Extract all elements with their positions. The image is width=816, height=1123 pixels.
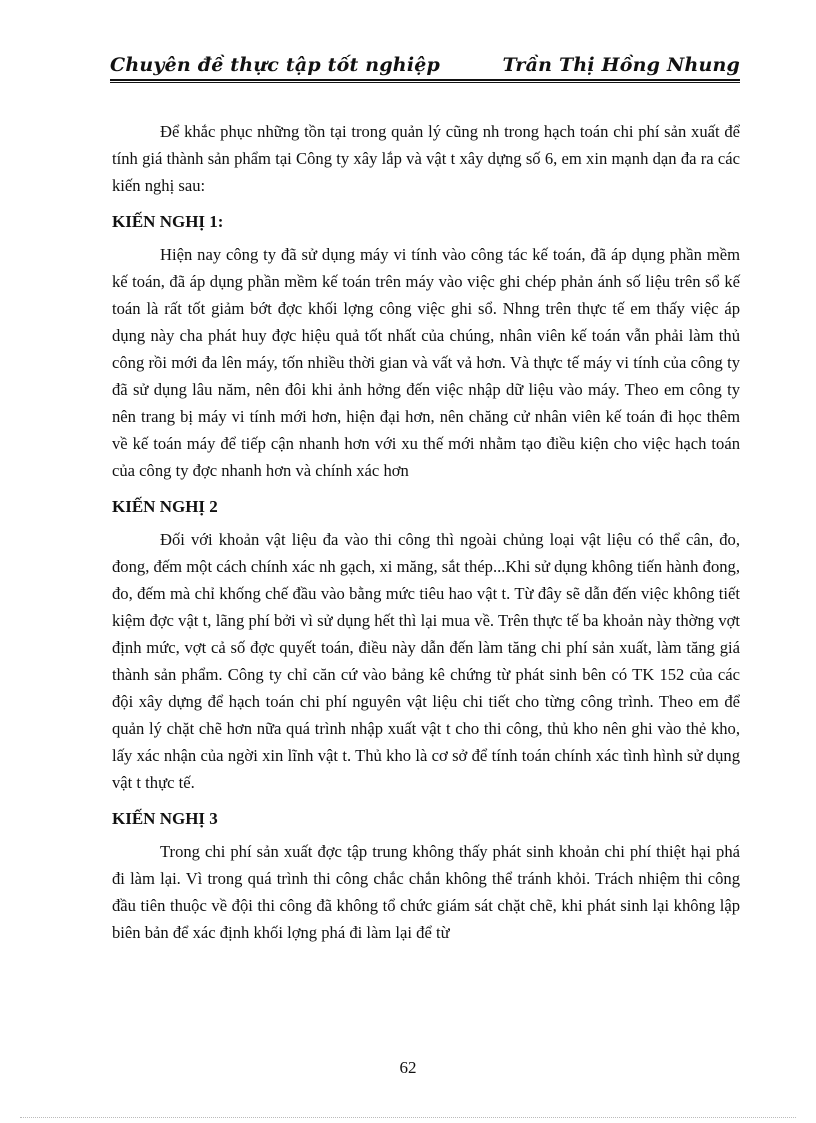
section-paragraph-1: Hiện nay công ty đã sử dụng máy vi tính vào công tác kế toán, đã áp dụng phần mềm kế toán, đã áp dụng phần mềm kế toán trên máy vào việc ghi chép phản ánh số liệu trên sổ kế toán là rất tốt giảm bớt đợc khối lợng công việc ghi sổ. Nhng trên thực tế em thấy việc áp dụng này cha phát huy đợc hiệu quả tốt nhất của chúng, nhân viên kế toán vẫn phải làm thủ công rồi mới đa lên máy, tốn nhiều thời gian và vất vả hơn. Và thực tế máy vi tính của công ty đã sử dụng lâu năm, nên đôi khi ảnh hởng đến việc nhập dữ liệu vào máy. Theo em công ty nên trang bị máy vi tính mới hơn, hiện đại hơn, nên chăng cử nhân viên kế toán đi học thêm về kế toán máy để tiếp cận nhanh hơn với xu thế mới nhằm tạo điều kiện cho việc hạch toán của công ty đợc nhanh hơn và chính xác hơn (112, 245, 740, 480)
header-author: Trần Thị Hồng Nhung (502, 54, 740, 76)
header-rule (110, 79, 740, 81)
document-body (112, 118, 740, 946)
section-heading-1: KIẾN NGHỊ 1: (112, 212, 224, 231)
section-heading-2: KIẾN NGHỊ 2 (112, 497, 218, 516)
page-bottom-border (20, 1117, 796, 1118)
section-paragraph-2: Đối với khoản vật liệu đa vào thi công thì ngoài chủng loại vật liệu có thể cân, đo, đong, đếm một cách chính xác nh gạch, xi măng, sắt thép...Khi sử dụng không tiến hành đong, đo, đếm mà chỉ khống chế đầu vào bằng mức tiêu hao vật t. Từ đây sẽ dẫn đến việc không tiết kiệm đợc vật t, lãng phí bởi vì sử dụng hết thì lại mua về. Trên thực tế ba khoản này thờng vợt định mức, vợt cả số đợc quyết toán, điều này dẫn đến làm tăng chi phí sản xuất, làm tăng giá thành sản phẩm. Công ty chỉ căn cứ vào bảng kê chứng từ phát sinh bên có TK 152 của các đội xây dựng để hạch toán chi phí nguyên vật liệu chi tiết cho từng công trình. Theo em để quản lý chặt chẽ hơn nữa quá trình nhập xuất vật t cho thi công, thủ kho nên ghi vào thẻ kho, lấy xác nhận của ngời xin lĩnh vật t. Thủ kho là cơ sở để tính toán chính xác tình hình sử dụng vật t thực tế. (112, 530, 740, 792)
header-left-title: Chuyên đề thực tập tốt nghiệp (110, 54, 441, 76)
section-heading-3: KIẾN NGHỊ 3 (112, 809, 218, 828)
section-paragraph-3: Trong chi phí sản xuất đợc tập trung không thấy phát sinh khoản chi phí thiệt hại phá đi làm lại. Vì trong quá trình thi công chắc chắn không thể tránh khỏi. Trách nhiệm thi công đầu tiên thuộc về đội thi công đã không tổ chức giám sát chặt chẽ, khi phát sinh lại không lập biên bản để xác định khối lợng phá đi làm lại để từ (112, 842, 740, 942)
page-header (110, 54, 740, 80)
page-number: 62 (399, 1058, 417, 1077)
header-rule-thin (110, 82, 740, 83)
intro-paragraph: Để khắc phục những tồn tại trong quản lý cũng nh trong hạch toán chi phí sản xuất để tính giá thành sản phẩm tại Công ty xây lắp và vật t xây dựng số 6, em xin mạnh dạn đa ra các kiến nghị sau: (112, 122, 740, 195)
